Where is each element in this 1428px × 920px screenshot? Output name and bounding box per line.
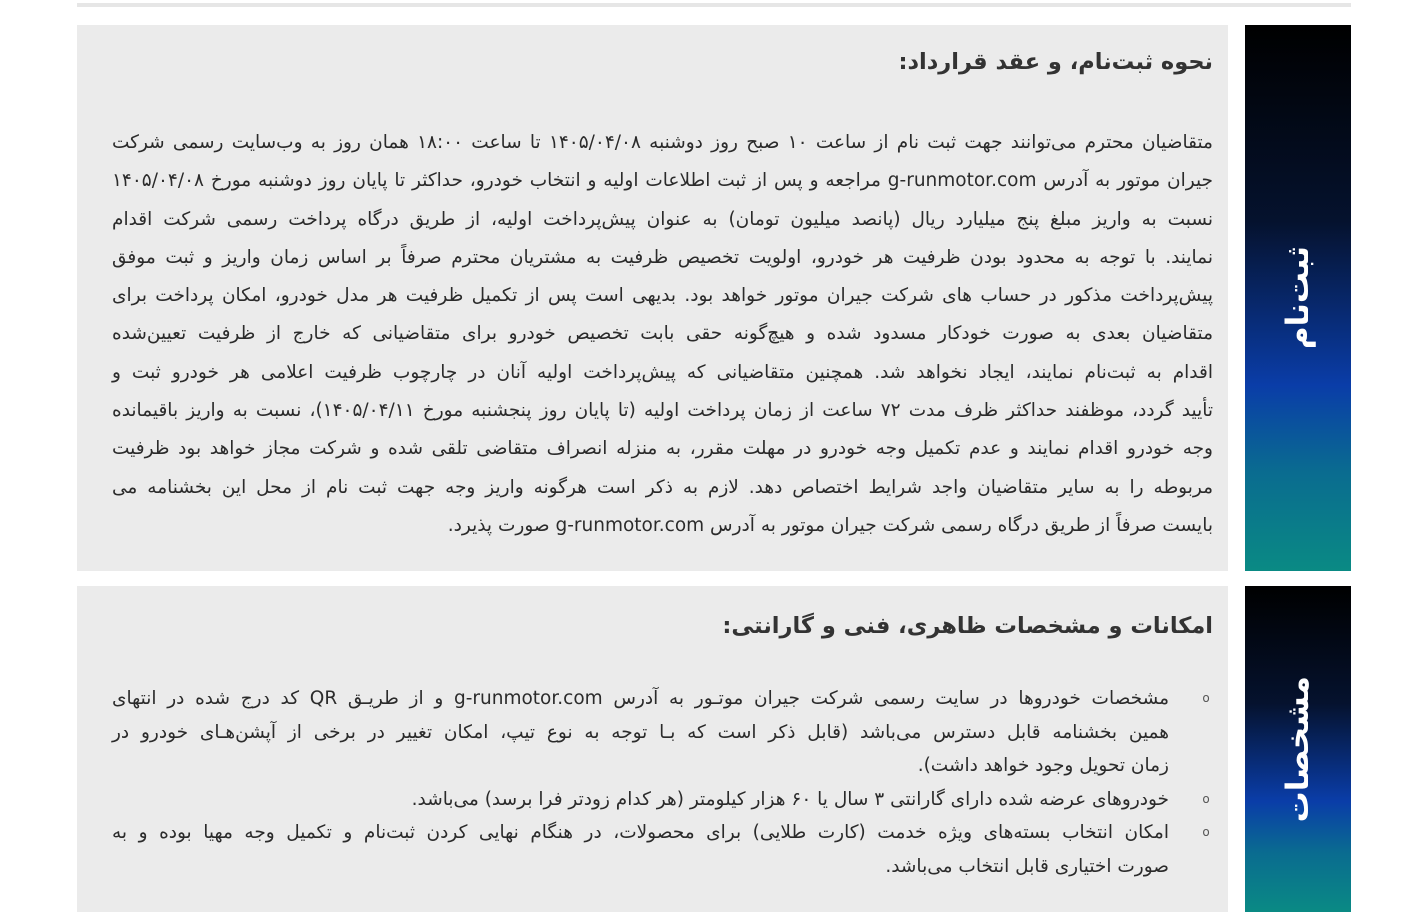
specifications-list	[112, 682, 1213, 883]
registration-sidebar-label: ثبت‌نام	[1279, 246, 1316, 350]
list-item-line: صورت اختیاری قابل انتخاب می‌باشد.	[885, 855, 1169, 877]
paragraph-line: اقدام به ثبت‌نام نمایند، ایجاد نخواهد شد. همچنین متقاضیانی که پیش‌پرداخت اولیه آنان در چارچوب ظرفیت اعلامی هر خودرو ثبت و	[112, 361, 1213, 383]
paragraph-line: بایست صرفاً از طریق درگاه رسمی شرکت جیران موتور به آدرس g-runmotor.com صورت پذیرد.	[447, 514, 1213, 536]
specifications-section	[77, 586, 1351, 912]
list-item	[112, 783, 1213, 817]
list-item-line: همین بخشنامه قابل دسترس می‌باشد (قابل ذکر است که بـا توجه به نوع تیپ، امکان تغییر در برخی از آپشن‌هـای خودرو در	[112, 721, 1169, 743]
paragraph-line: تأیید گردد، موظفند حداکثر ظرف مدت ۷۲ ساعت از زمان پرداخت اولیه (تا پایان روز پنجشنبه مورخ ۱۴۰۵/۰۴/۱۱)، نسبت به واریز باقیمانده	[112, 400, 1214, 422]
bullet-icon: o	[1202, 791, 1210, 806]
registration-title: نحوه ثبت‌نام، و عقد قرارداد:	[898, 49, 1213, 75]
list-item-line: زمان تحویل وجود خواهد داشت).	[917, 755, 1169, 776]
paragraph-line: متقاضیان بعدی به صورت خودکار مسدود شده و هیچ‌گونه حقی بابت تخصیص خودرو برای متقاضیانی که خارج از ظرفیت تعیین‌شده	[112, 323, 1213, 345]
top-divider	[77, 3, 1351, 7]
paragraph-line: پیش‌پرداخت مذکور در حساب های شرکت جیران موتور خواهد بود. بدیهی است پس از تکمیل ظرفیت هر مدل خودرو، امکان پرداخت برای	[112, 285, 1213, 307]
paragraph-line: متقاضیان محترم می‌توانند جهت ثبت نام از ساعت ۱۰ صبح روز دوشنبه ۱۴۰۵/۰۴/۰۸ تا ساعت ۱۸:۰۰ همان روز به وب‌سایت رسمی شرکت	[112, 132, 1213, 153]
paragraph-line: جیران موتور به آدرس g-runmotor.com مراجعه و پس از ثبت اطلاعات اولیه و انتخاب خودرو، حداکثر تا پایان روز دوشنبه مورخ ۱۴۰۵/۰۴/۰۸	[112, 170, 1213, 192]
registration-sidebar-tab	[1245, 25, 1351, 571]
specifications-title: امکانات و مشخصات ظاهری، فنی و گارانتی:	[722, 613, 1213, 639]
list-item	[112, 682, 1213, 783]
paragraph-line: نسبت به واریز مبلغ پنج میلیارد ریال (پانصد میلیون تومان) به عنوان پیش‌پرداخت اولیه، از طریق درگاه پرداخت رسمی شرکت اقدام	[112, 208, 1213, 230]
specifications-sidebar-label: مشخصات	[1279, 675, 1316, 823]
list-item-line: مشخصات خودروها در سایت رسمی شرکت جیران موتـور به آدرس g-runmotor.com و از طریـق QR کد درج شده در انتهای	[112, 688, 1169, 709]
registration-paragraph	[112, 124, 1213, 545]
registration-panel	[77, 25, 1228, 571]
list-item-line: امکان انتخاب بسته‌های ویژه خدمت (کارت طلایی) برای محصولات، در هنگام نهایی کردن ثبت‌نام و تکمیل وجه مهیا بوده و به	[112, 822, 1169, 843]
paragraph-line: وجه خودرو اقدام نمایند و عدم تکمیل وجه خودرو در مهلت مقرر، به منزله انصراف متقاضی تلقی شده و شرکت مجاز خواهد بود ظرفیت	[112, 438, 1213, 460]
bullet-icon: o	[1202, 691, 1210, 705]
specifications-sidebar-tab	[1245, 586, 1351, 912]
paragraph-line: نمایند. با توجه به محدود بودن ظرفیت هر خودرو، اولویت تخصیص ظرفیت به مشتریان محترم صرفاً بر اساس زمان واریز و ثبت موفق	[112, 246, 1213, 268]
list-item-line: خودروهای عرضه شده دارای گارانتی ۳ سال یا ۶۰ هزار کیلومتر (هر کدام زودتر فرا برسد) می‌باشد.	[411, 788, 1169, 810]
registration-section	[77, 25, 1351, 571]
bullet-icon: o	[1202, 825, 1210, 839]
specifications-panel	[77, 586, 1228, 912]
list-item	[112, 816, 1213, 883]
paragraph-line: مربوطه را به سایر متقاضیان واجد شرایط اختصاص دهد. لازم به ذکر است هرگونه واریز وجه جهت ثبت نام از محل این بخشنامه می	[112, 476, 1213, 498]
